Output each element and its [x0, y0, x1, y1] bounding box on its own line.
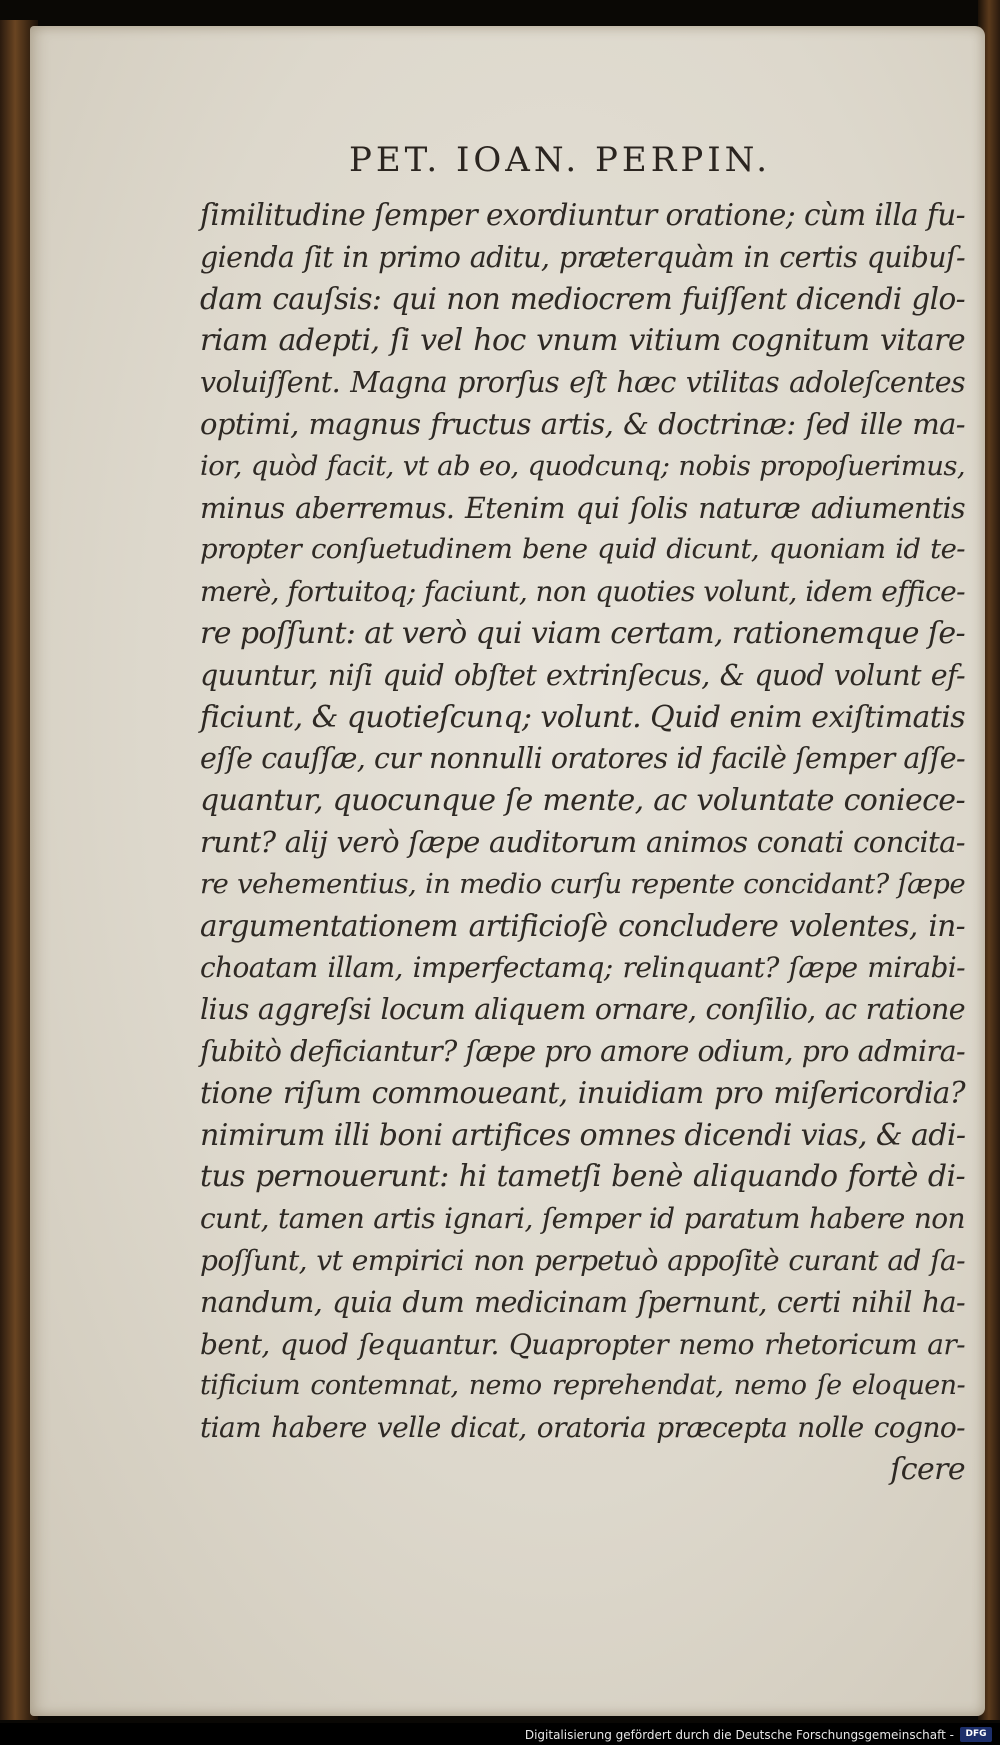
text-line: quantur, quocunque ſe mente, ac voluntate coniece- [200, 783, 965, 819]
text-line: tiam habere velle dicat, oratoria præcepta nolle cogno- [200, 1411, 965, 1445]
text-line: tus pernouerunt: hi tametſi benè aliquando fortè di- [200, 1159, 965, 1195]
text-line: argumentationem artificioſè concludere volentes, in- [200, 908, 965, 943]
text-line: eſſe cauſſæ, cur nonnulli oratores id facilè ſemper aſſe- [200, 742, 965, 776]
text-line: bent, quod ſequantur. Quapropter nemo rhetoricum ar- [200, 1327, 965, 1361]
text-line: minus aberremus. Etenim qui ſolis naturæ adiumentis [200, 491, 965, 525]
text-line: cunt, tamen artis ignari, ſemper id paratum habere non [200, 1202, 965, 1236]
text-line: re vehementius, in medio curſu repente concidant? ſæpe [200, 867, 965, 900]
text-line: tificium contemnat, nemo reprehendat, nemo ſe eloquen- [200, 1370, 965, 1402]
text-line: poſſunt, vt empirici non perpetuò appoſitè curant ad ſa- [200, 1243, 965, 1277]
text-line: tione riſum commoueant, inuidiam pro miſericordia? [200, 1075, 965, 1110]
text-line: propter conſuetudinem bene quid dicunt, quoniam id te- [200, 533, 965, 566]
text-line: riam adepti, ſi vel hoc vnum vitium cognitum vitare [200, 323, 965, 359]
funding-credit: Digitalisierung gefördert durch die Deutsche Forschungsgemeinschaft - [524, 1728, 954, 1742]
text-line: nandum, quia dum medicinam ſpernunt, certi nihil ha- [200, 1285, 965, 1319]
text-line: quuntur, niſi quid obſtet extrinſecus, & quod volunt ef- [200, 658, 965, 692]
text-line: runt? alij verò ſæpe auditorum animos conati concita- [200, 824, 965, 859]
text-line: ſubitò deficiantur? ſæpe pro amore odium, pro admira- [200, 1034, 965, 1068]
text-line: ficiunt, & quotieſcunq; volunt. Quid enim exiſtimatis [200, 699, 965, 735]
footer-bar [0, 1723, 1000, 1745]
text-line: ior, quòd facit, vt ab eo, quodcunq; nobis propoſuerimus, [200, 449, 965, 482]
text-line: lius aggreſsi locum aliquem ornare, conſilio, ac ratione [200, 993, 965, 1027]
text-line: voluiſſent. Magna prorſus eſt hæc vtilitas adoleſcentes [200, 366, 965, 400]
text-line: nimirum illi boni artifices omnes dicendi vias, & adi- [200, 1117, 966, 1153]
body-text [200, 195, 965, 1491]
text-line: optimi, magnus fructus artis, & doctrinæ: ſed ille ma- [200, 406, 965, 441]
text-line: gienda ſit in primo aditu, præterquàm in certis quibuſ- [200, 240, 965, 274]
text-line: re poſſunt: at verò qui viam certam, rationemque ſe- [200, 615, 966, 651]
text-line: dam cauſsis: qui non mediocrem fuiſſent dicendi glo- [200, 281, 965, 316]
text-line: ſcere [890, 1451, 965, 1487]
dfg-logo-icon: DFG [960, 1727, 992, 1742]
text-line: ſimilitudine ſemper exordiuntur oratione; cùm illa fu- [200, 198, 965, 232]
running-head: PET. IOAN. PERPIN. [348, 140, 772, 180]
text-line: merè, fortuitoq; faciunt, non quoties volunt, idem effice- [200, 575, 965, 609]
text-line: choatam illam, imperfectamq; relinquant? ſæpe mirabi- [200, 951, 965, 985]
